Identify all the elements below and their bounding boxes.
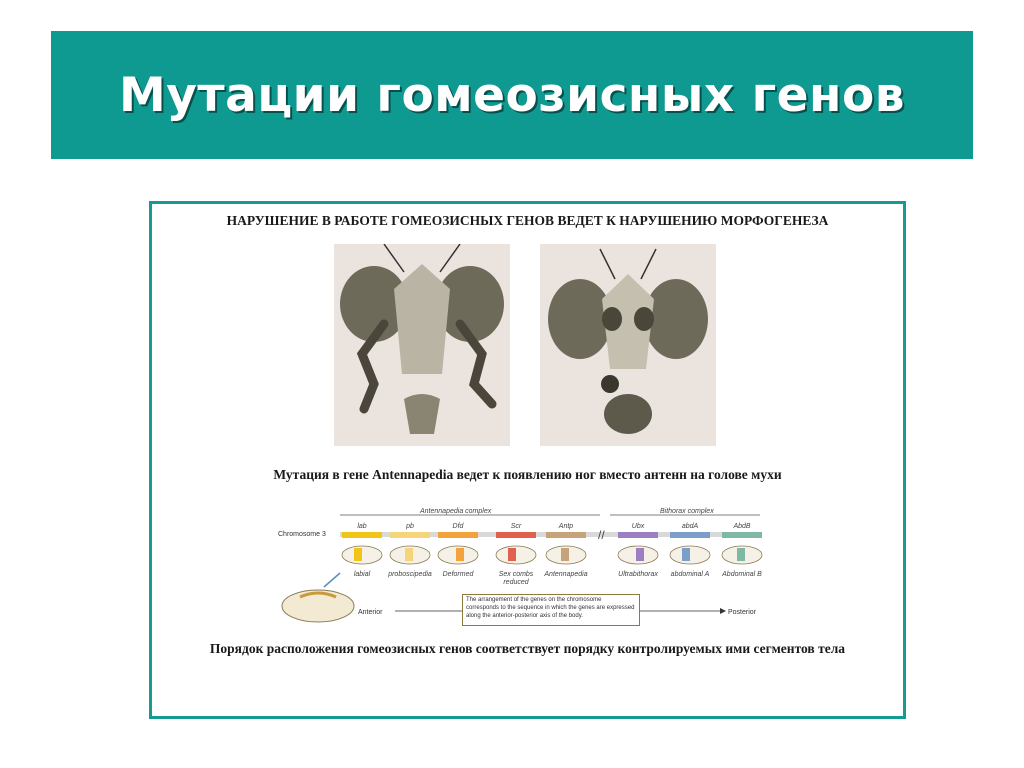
chromosome-label: Chromosome 3 — [278, 531, 326, 538]
expression-highlight — [682, 548, 690, 561]
gene-segment-lab — [342, 532, 382, 538]
phenotype-label: Abdominal B — [722, 571, 762, 578]
antennapedia-complex-label: Antennapedia complex — [420, 508, 492, 515]
figure-heading: НАРУШЕНИЕ В РАБОТЕ ГОМЕОЗИСНЫХ ГЕНОВ ВЕДЕТ К НАРУШЕНИЮ МОРФОГЕНЕЗА — [226, 213, 829, 228]
figure-panel — [149, 201, 906, 719]
expression-highlight — [508, 548, 516, 561]
gene-label: Dfd — [452, 523, 464, 530]
gene-segment-pb — [390, 532, 430, 538]
gene-segment-AbdB — [722, 532, 762, 538]
expression-highlight — [405, 548, 413, 561]
expression-highlight — [354, 548, 362, 561]
pointer-arrow — [324, 573, 340, 587]
mutant-fly-head-photo — [334, 244, 510, 446]
slide-title: Мутации гомеозисных генов — [118, 67, 906, 123]
expression-highlight — [636, 548, 644, 561]
phenotype-label: Ultrabithorax — [618, 571, 658, 578]
title-bar — [51, 31, 973, 159]
phenotype-label: proboscipedia — [388, 571, 432, 578]
hox-gene-diagram — [270, 501, 770, 636]
gene-label: Ubx — [631, 523, 645, 530]
gene-label: abdA — [681, 523, 699, 530]
arrangement-note: The arrangement of the genes on the chromosome corresponds to the sequence in which the genes are expressed along the anterior-posterior axis of the body. — [462, 594, 640, 626]
expression-highlight — [737, 548, 745, 561]
normal-fly-head-photo — [540, 244, 716, 446]
gene-label: Scr — [510, 523, 522, 530]
gene-label: pb — [406, 523, 414, 530]
order-caption: Порядок расположения гомеозисных генов соответствует порядку контролируемых ими сегментов тела — [209, 641, 846, 656]
gene-segment-Dfd — [438, 532, 478, 538]
gene-segment-Ubx — [618, 532, 658, 538]
bithorax-complex-label: Bithorax complex — [660, 508, 714, 515]
gene-label: lab — [357, 523, 367, 530]
gene-label: Antp — [558, 523, 574, 530]
expression-highlight — [561, 548, 569, 561]
phenotype-label: Antennapedia — [544, 571, 588, 578]
chromosome-break-mark: // — [598, 528, 605, 542]
gene-label: AbdB — [733, 523, 751, 530]
gene-segment-abdA — [670, 532, 710, 538]
phenotype-label: Deformed — [442, 571, 474, 578]
anterior-label: Anterior — [358, 609, 383, 616]
expression-highlight — [456, 548, 464, 561]
phenotype-label: Sex combs reduced — [498, 571, 534, 586]
posterior-label: Posterior — [728, 609, 757, 616]
phenotype-label: abdominal A — [670, 571, 710, 578]
gene-segment-Scr — [496, 532, 536, 538]
phenotype-label: labial — [353, 571, 371, 578]
gene-segment-Antp — [546, 532, 586, 538]
mutation-caption: Мутация в гене Antennapedia ведет к появлению ног вместо антенн на голове мухи — [273, 467, 782, 482]
